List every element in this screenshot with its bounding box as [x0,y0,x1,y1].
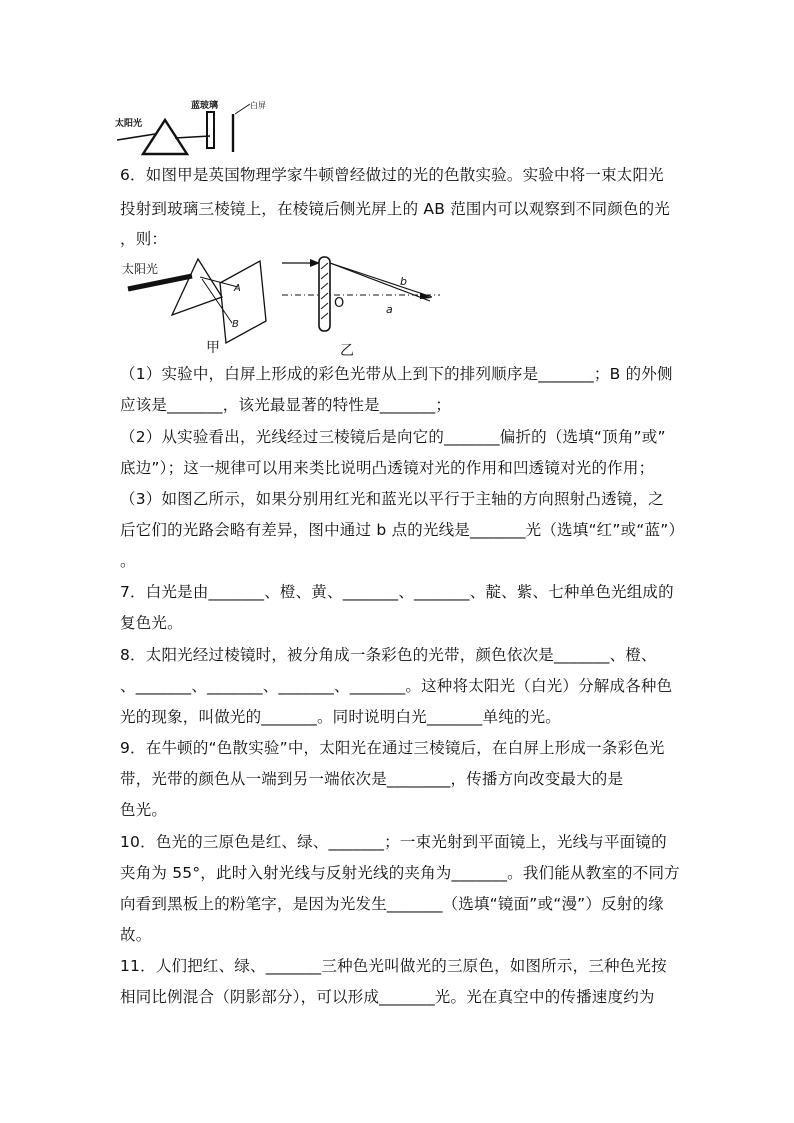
caption-yi: 乙 [340,343,354,359]
prism-filter-diagram [115,96,275,160]
text-line: 11．人们把红、绿、_______三种色光叫做光的三原色，如图所示，三种色光按 [120,957,667,975]
sunlight-ray [117,134,155,140]
jia-label-sun: 太阳光 [122,262,159,276]
sun-beam [128,276,192,289]
screen [220,261,266,343]
label-white-screen: 白屏 [250,101,266,110]
yi-point-o: O [334,296,345,311]
text-line: 底边”）；这一规律可以用来类比说明凸透镜对光的作用和凹透镜对光的作用； [120,459,655,477]
text-line: 8．太阳光经过棱镜时，被分角成一条彩色的光带，颜色依次是_______、橙、 [120,646,657,664]
blue-glass [207,112,214,148]
ray-a [330,263,430,301]
text-line: （3）如图乙所示，如果分别用红光和蓝光以平行于主轴的方向照射凸透镜，之 [120,490,664,508]
text-line: 6．如图甲是英国物理学家牛顿曾经做过的光的色散实验。实验中将一束太阳光 [120,166,664,184]
text-line: 后它们的光路会略有差异，图中通过 b 点的光线是_______光（选填“红”或“蓝”） [120,521,685,539]
label-blue-glass: 蓝玻璃 [191,101,219,111]
text-line: 复色光。 [120,614,183,632]
text-line: 带，光带的颜色从一端到另一端依次是________，传播方向改变最大的是 [120,770,624,788]
ray-b [330,263,432,297]
jia-point-a: A [234,283,241,294]
text-line: 光的现象，叫做光的_______。同时说明白光_______单纯的光。 [120,708,562,726]
figure-yi [282,257,440,331]
text-line: 相同比例混合（阴影部分），可以形成_______光。光在真空中的传播速度约为 [120,988,655,1006]
text-line: 9．在牛顿的“色散实验”中，太阳光在通过三棱镜后，在白屏上形成一条彩色光 [120,739,665,757]
text-line: （1）实验中，白屏上形成的彩色光带从上到下的排列顺序是_______；B 的外侧 [120,365,673,383]
text-line: 投射到玻璃三棱镜上，在棱镜后侧光屏上的 AB 范围内可以观察到不同颜色的光 [120,200,670,218]
yi-ray-a: a [386,303,393,316]
text-line: 色光。 [120,801,168,819]
text-line: 应该是_______，该光最显著的特性是_______； [120,396,452,414]
caption-jia: 甲 [206,340,220,356]
yi-ray-b: b [400,275,407,288]
text-line: 10．色光的三原色是红、绿、_______；一束光射到平面镜上，光线与平面镜的 [120,833,667,851]
text-line: 。 [120,552,136,570]
text-line: ，则： [120,230,168,248]
prism [172,259,222,315]
text-line: 故。 [120,926,152,944]
label-sun: 太阳光 [115,119,143,129]
convex-lens [319,257,330,331]
text-line: （2）从实验看出，光线经过三棱镜后是向它的_______偏折的（选填“顶角”或” [120,428,666,446]
text-line: 夹角为 55°，此时入射光线与反射光线的夹角为_______。我们能从教室的不同方 [120,864,680,882]
text-line: 、_______、_______、_______、_______。这种将太阳光（白光）分解成各种色 [120,677,673,695]
figure-jia [122,259,266,343]
text-line: 7．白光是由_______、橙、黄、_______、_______、靛、紫、七种单色光组成的 [120,583,674,601]
jia-point-b: B [232,319,239,330]
text-line: 向看到黑板上的粉笔字，是因为光发生_______（选填“镜面”或“漫”）反射的缘 [120,895,664,913]
